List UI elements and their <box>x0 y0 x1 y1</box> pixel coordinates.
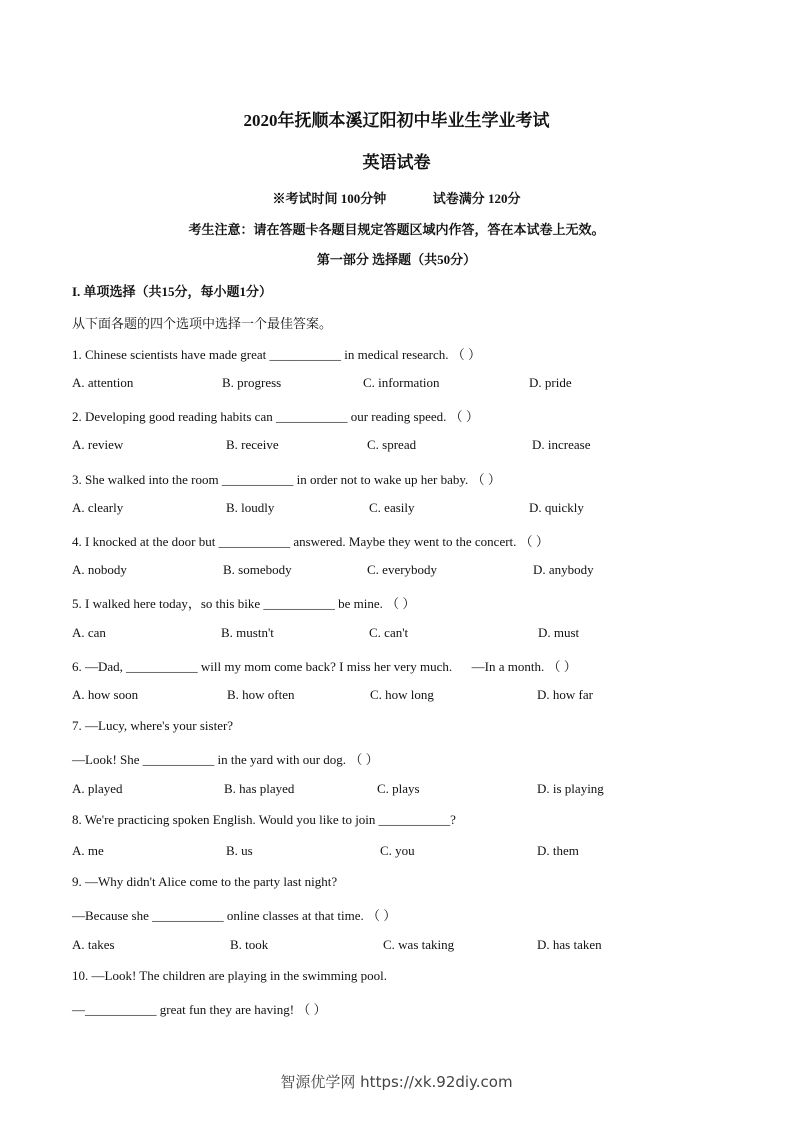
option-d: D. must <box>538 625 580 640</box>
option-d: D. is playing <box>537 781 604 796</box>
option-a: A. me <box>72 843 104 858</box>
exam-info <box>0 188 793 207</box>
option-b: B. took <box>230 937 269 952</box>
option-b: B. how often <box>227 687 295 702</box>
question-stem-reply: —Because she ___________ online classes at that time. （ ） <box>72 905 403 924</box>
option-c: C. plays <box>377 781 420 796</box>
answer-parentheses: （ ） <box>349 752 379 767</box>
option-c: C. spread <box>367 437 417 452</box>
answer-parentheses: （ ） <box>519 534 549 549</box>
option-c: C. easily <box>369 500 415 515</box>
question-stem: 7. —Lucy, where's your sister? <box>72 718 234 733</box>
question-stem-reply: —___________ great fun they are having! （ ） <box>72 999 333 1018</box>
option-b: B. somebody <box>223 562 292 577</box>
option-a: A. how soon <box>72 687 139 702</box>
question-stem: 2. Developing good reading habits can ___________ our reading speed. （ ） <box>72 406 486 425</box>
answer-parentheses: （ ） <box>366 908 397 923</box>
exam-time: ※考试时间 100分钟 <box>272 191 387 206</box>
option-b: B. has played <box>224 781 295 796</box>
option-c: C. everybody <box>367 562 438 577</box>
question-stem: 10. —Look! The children are playing in the swimming pool. <box>72 968 387 983</box>
option-a: A. played <box>72 781 123 796</box>
option-d: D. pride <box>529 375 572 390</box>
option-a: A. attention <box>72 375 134 390</box>
option-a: A. can <box>72 625 106 640</box>
exam-title: 2020年抚顺本溪辽阳初中毕业生学业考试 <box>243 111 550 130</box>
option-c: C. you <box>380 843 415 858</box>
question-stem: 9. —Why didn't Alice come to the party last night? <box>72 874 338 889</box>
option-d: D. anybody <box>533 562 594 577</box>
option-c: C. was taking <box>383 937 455 952</box>
section-heading: I. 单项选择（共15分，每小题1分） <box>72 284 273 299</box>
option-b: B. us <box>226 843 253 858</box>
answer-parentheses: （ ） <box>449 409 479 424</box>
footer-watermark: 智源优学网 https://xk.92diy.com <box>280 1073 513 1091</box>
option-c: C. information <box>363 375 440 390</box>
question-stem: 4. I knocked at the door but ___________ answered. Maybe they went to the concert. （ ） <box>72 531 556 550</box>
option-d: D. increase <box>532 437 591 452</box>
question-stem: 3. She walked into the room ___________ in order not to wake up her baby. （ ） <box>72 469 508 488</box>
answer-parentheses: （ ） <box>386 596 416 611</box>
answer-parentheses: （ ） <box>471 472 501 487</box>
option-a: A. clearly <box>72 500 124 515</box>
answer-parentheses: （ ） <box>297 1002 327 1017</box>
option-d: D. them <box>537 843 579 858</box>
exam-subtitle: 英语试卷 <box>362 153 431 172</box>
question-stem: 1. Chinese scientists have made great ___________ in medical research. （ ） <box>72 344 488 363</box>
question-stem: 8. We're practicing spoken English. Would you like to join ___________? <box>72 812 456 827</box>
option-c: C. can't <box>369 625 409 640</box>
question-stem: 5. I walked here today，so this bike ___________ be mine. （ ） <box>72 593 422 612</box>
option-b: B. mustn't <box>221 625 274 640</box>
option-a: A. review <box>72 437 124 452</box>
option-b: B. progress <box>222 375 282 390</box>
part-title: 第一部分 选择题（共50分） <box>316 252 477 267</box>
question-stem-reply: —Look! She ___________ in the yard with our dog. （ ） <box>72 749 385 768</box>
exam-score: 试卷满分 120分 <box>432 191 521 206</box>
answer-parentheses: （ ） <box>547 659 577 674</box>
option-a: A. nobody <box>72 562 127 577</box>
section-instruction: 从下面各题的四个选项中选择一个最佳答案。 <box>72 316 333 331</box>
option-d: D. quickly <box>529 500 584 515</box>
option-d: D. has taken <box>537 937 602 952</box>
exam-notice: 考生注意：请在答题卡各题目规定答题区域内作答，答在本试卷上无效。 <box>188 222 605 237</box>
option-a: A. takes <box>72 937 115 952</box>
answer-parentheses: （ ） <box>451 347 482 362</box>
option-b: B. loudly <box>226 500 275 515</box>
option-b: B. receive <box>226 437 279 452</box>
question-stem: 6. —Dad, ___________ will my mom come back? I miss her very much. —In a month. （ ） <box>72 656 584 675</box>
option-d: D. how far <box>537 687 593 702</box>
option-c: C. how long <box>370 687 434 702</box>
